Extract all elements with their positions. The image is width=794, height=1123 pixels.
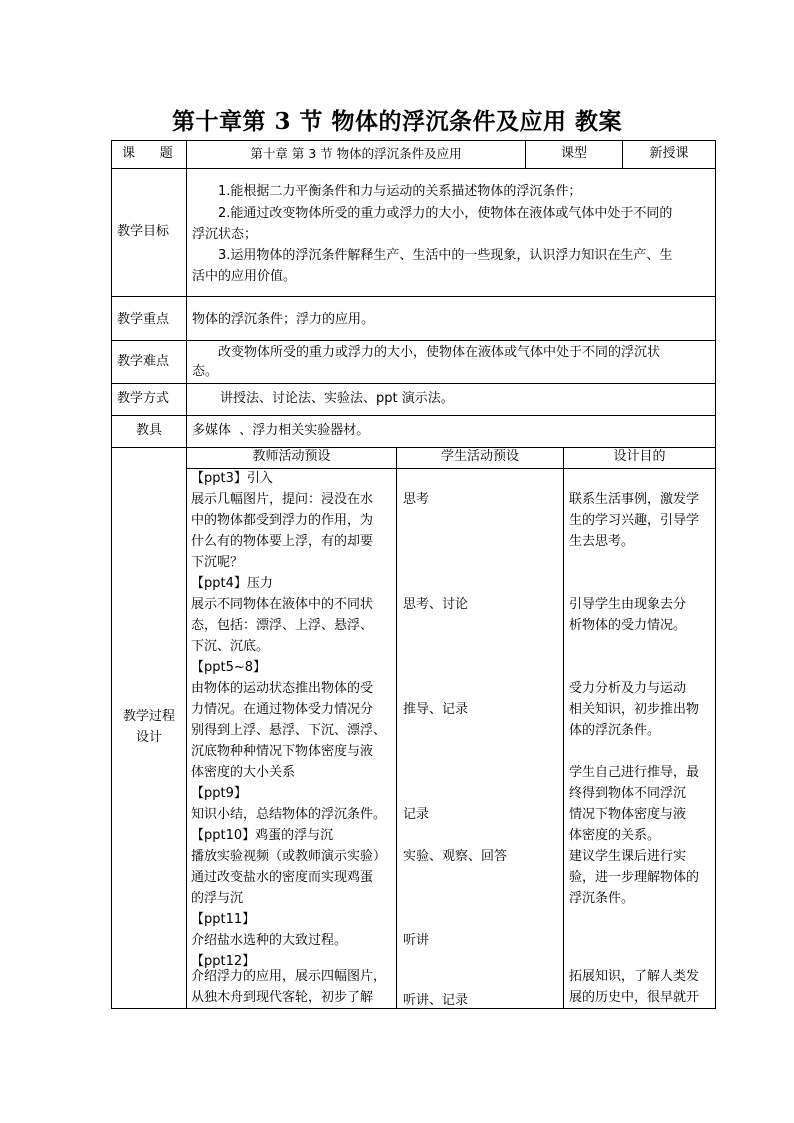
- difficulties-label: 教学难点: [117, 354, 170, 369]
- purpose-line: 生的学习兴趣，引导学: [569, 513, 700, 528]
- difficulties-line: 态。: [192, 364, 219, 379]
- teacher-line: 下沉、沉底。: [191, 639, 270, 654]
- teacher-line: 【ppt11】: [191, 912, 256, 927]
- purpose-line: 终得到物体不同浮沉: [569, 786, 687, 801]
- tools-label: 教具: [135, 423, 162, 438]
- teacher-line: 下沉呢？: [191, 555, 244, 570]
- teacher-line: 【ppt5~8】: [191, 660, 267, 675]
- rule: [111, 168, 716, 169]
- header-purpose: 设计目的: [613, 449, 666, 464]
- purpose-line: 验，进一步理解物体的: [569, 870, 700, 885]
- teacher-line: 什么有的物体要上浮，有的却要: [191, 534, 374, 549]
- purpose-line: 相关知识，初步推出物: [569, 702, 700, 717]
- methods-text: 讲授法、讨论法、实验法、ppt 演示法。: [220, 391, 454, 406]
- purpose-line: 析物体的受力情况。: [569, 618, 687, 633]
- lesson-label: 课 题: [122, 146, 173, 161]
- process-label: 设计: [135, 730, 162, 745]
- purpose-line: 受力分析及力与运动: [569, 681, 687, 696]
- rule: [186, 140, 187, 1009]
- teacher-line: 别得到上浮、悬浮、下沉、漂浮、: [191, 723, 387, 738]
- rule: [563, 447, 564, 1009]
- purpose-line: 拓展知识，了解人类发: [569, 969, 700, 984]
- teacher-line: 通过改变盐水的密度而实现鸡蛋: [191, 870, 374, 885]
- student-item: 思考: [403, 492, 430, 507]
- teacher-line: 体密度的大小关系: [191, 765, 296, 780]
- objective-line: 浮沉状态；: [192, 227, 258, 242]
- lesson-type-value: 新授课: [649, 146, 689, 161]
- student-item: 记录: [403, 807, 430, 822]
- rule: [111, 340, 716, 341]
- teacher-line: 【ppt10】鸡蛋的浮与沉: [191, 828, 334, 843]
- teacher-line: 【ppt12】: [191, 954, 256, 969]
- process-label: 教学过程: [122, 709, 175, 724]
- purpose-line: 联系生活事例，激发学: [569, 492, 700, 507]
- purpose-line: 体的浮沉条件。: [569, 723, 661, 738]
- teacher-line: 展示不同物体在液体中的不同状: [191, 597, 374, 612]
- teacher-line: 的浮与沉: [191, 891, 244, 906]
- purpose-line: 学生自己进行推导，最: [569, 765, 700, 780]
- rule: [396, 447, 397, 1009]
- teacher-line: 【ppt9】: [191, 786, 247, 801]
- purpose-line: 引导学生由现象去分: [569, 597, 687, 612]
- rule: [111, 415, 716, 416]
- teacher-line: 沉底物种种情况下物体密度与液: [191, 744, 374, 759]
- lesson-type-label: 课型: [560, 146, 587, 161]
- purpose-line: 情况下物体密度与液: [569, 807, 687, 822]
- teacher-line: 态，包括：漂浮、上浮、悬浮、: [191, 618, 374, 633]
- key-points-label: 教学重点: [117, 312, 170, 327]
- rule: [715, 140, 716, 1009]
- rule: [111, 383, 716, 384]
- rule: [111, 140, 716, 141]
- objective-line: 2.能通过改变物体所受的重力或浮力的大小，使物体在液体或气体中处于不同的: [218, 206, 673, 221]
- objective-line: 1.能根据二力平衡条件和力与运动的关系描述物体的浮沉条件；: [218, 184, 582, 199]
- header-student: 学生活动预设: [440, 449, 519, 464]
- objective-line: 活中的应用价值。: [192, 269, 297, 284]
- teacher-line: 力情况。在通过物体受力情况分: [191, 702, 374, 717]
- objectives-label: 教学目标: [117, 224, 170, 239]
- teacher-line: 中的物体都受到浮力的作用，为: [191, 513, 374, 528]
- student-item: 听讲、记录: [403, 993, 469, 1008]
- rule: [111, 140, 112, 1009]
- teacher-line: 由物体的运动状态推出物体的受: [191, 681, 374, 696]
- objective-line: 3.运用物体的浮沉条件解释生产、生活中的一些现象，认识浮力知识在生产、生: [218, 248, 673, 263]
- purpose-line: 建议学生课后进行实: [569, 849, 687, 864]
- header-teacher: 教师活动预设: [252, 449, 331, 464]
- teacher-line: 介绍盐水选种的大致过程。: [191, 933, 348, 948]
- purpose-line: 生去思考。: [569, 534, 635, 549]
- purpose-line: 体密度的关系。: [569, 828, 661, 843]
- teacher-line: 展示几幅图片，提问：浸没在水: [191, 492, 374, 507]
- student-item: 听讲: [403, 933, 430, 948]
- teacher-line: 播放实验视频（或教师演示实验）: [191, 849, 387, 864]
- tools-text: 多媒体 、浮力相关实验器材。: [192, 423, 370, 438]
- teacher-line: 【ppt3】引入: [191, 471, 273, 486]
- teacher-line: 介绍浮力的应用，展示四幅图片，: [191, 969, 387, 984]
- difficulties-line: 改变物体所受的重力或浮力的大小，使物体在液体或气体中处于不同的浮沉状: [218, 345, 661, 360]
- page-title: 第十章第 3 节 物体的浮沉条件及应用 教案: [171, 108, 623, 135]
- purpose-line: 浮沉条件。: [569, 891, 635, 906]
- methods-label: 教学方式: [117, 391, 170, 406]
- teacher-line: 从独木舟到现代客轮，初步了解: [191, 990, 374, 1005]
- key-points-text: 物体的浮沉条件；浮力的应用。: [192, 312, 375, 327]
- lesson-topic: 第十章 第 3 节 物体的浮沉条件及应用: [250, 146, 462, 161]
- rule: [111, 296, 716, 297]
- student-item: 推导、记录: [403, 702, 469, 717]
- purpose-line: 展的历史中，很早就开: [569, 990, 700, 1005]
- student-item: 实验、观察、回答: [403, 849, 508, 864]
- teacher-line: 【ppt4】压力: [191, 576, 273, 591]
- student-item: 思考、讨论: [403, 597, 469, 612]
- teacher-line: 知识小结，总结物体的浮沉条件。: [191, 807, 387, 822]
